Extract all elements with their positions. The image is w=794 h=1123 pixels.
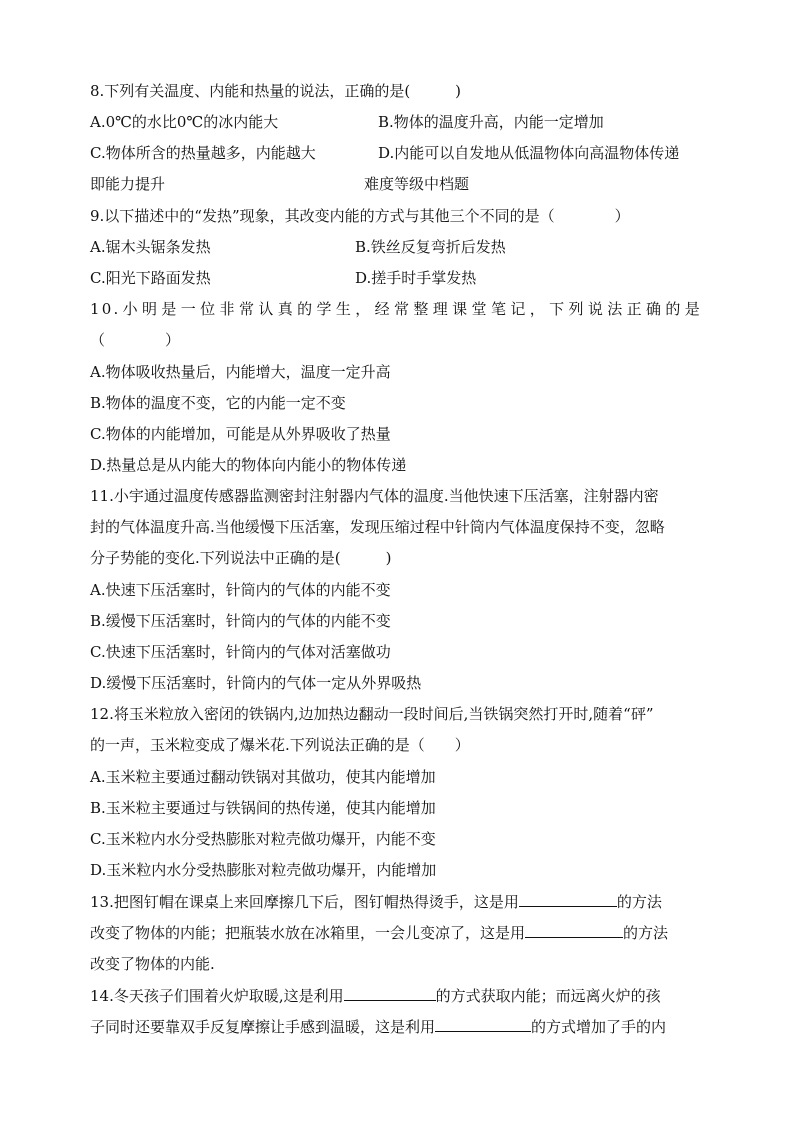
question-12-option-b: B.玉米粒主要通过与铁锅间的热传递，使其内能增加 (90, 799, 436, 817)
question-8-stem: 8.下列有关温度、内能和热量的说法，正确的是( ) (90, 82, 462, 100)
question-9-option-b: B.铁丝反复弯折后发热 (355, 238, 506, 256)
question-8-option-b: B.物体的温度升高，内能一定增加 (378, 113, 604, 131)
fill-in-blank[interactable] (519, 891, 617, 907)
question-11-option-b: B.缓慢下压活塞时，针筒内的气体的内能不变 (90, 612, 391, 630)
question-14-line-1-tail: 的方式获取内能；而远离火炉的孩 (435, 987, 661, 1005)
question-12-option-d: D.玉米粒内水分受热膨胀对粒壳做功爆开，内能增加 (90, 861, 437, 879)
question-11-option-d: D.缓慢下压活塞时，针筒内的气体一定从外界吸热 (90, 674, 422, 692)
question-12-option-c: C.玉米粒内水分受热膨胀对粒壳做功爆开，内能不变 (90, 830, 436, 848)
question-9-stem: 9.以下描述中的“发热”现象，其改变内能的方式与其他三个不同的是（ ） (90, 207, 630, 225)
question-9-option-a: A.锯木头锯条发热 (90, 238, 211, 256)
question-12-stem-line-1: 12.将玉米粒放入密闭的铁锅内,边加热边翻动一段时间后,当铁锅突然打开时,随着“砰” (90, 705, 654, 723)
question-13-line-1 (90, 891, 662, 912)
question-8-option-d: D.内能可以自发地从低温物体向高温物体传递 (378, 144, 680, 162)
fill-in-blank[interactable] (435, 1016, 531, 1032)
question-14-line-1 (90, 985, 661, 1006)
fill-in-blank[interactable] (525, 922, 623, 938)
question-11-option-c: C.快速下压活塞时，针筒内的气体对活塞做功 (90, 643, 391, 661)
question-11-option-a: A.快速下压活塞时，针筒内的气体的内能不变 (90, 581, 391, 599)
question-10-stem: 10.小明是一位非常认真的学生，经常整理课堂笔记，下列说法正确的是 (90, 300, 702, 318)
question-13-line-3: 改变了物体的内能. (90, 955, 215, 973)
question-10-option-b: B.物体的温度不变，它的内能一定不变 (90, 394, 346, 412)
question-10-option-c: C.物体的内能增加，可能是从外界吸收了热量 (90, 425, 391, 443)
question-14-line-2-text: 子同时还要靠双手反复摩擦让手感到温暖，这是利用 (90, 1018, 436, 1036)
question-11-stem-line-1: 11.小宇通过温度传感器监测密封注射器内气体的温度.当他快速下压活塞，注射器内密 (90, 487, 659, 505)
question-13-line-2-text: 改变了物体的内能；把瓶装水放在冰箱里，一会儿变凉了，这是用 (90, 924, 526, 942)
question-10-option-a: A.物体吸收热量后，内能增大，温度一定升高 (90, 363, 391, 381)
question-14-line-1-text: 14.冬天孩子们围着火炉取暖,这是利用 (90, 987, 344, 1005)
question-11-stem-line-3: 分子势能的变化.下列说法中正确的是( ) (90, 549, 392, 567)
question-8-note-left: 即能力提升 (90, 175, 166, 193)
question-8-difficulty-note: 难度等级中档题 (364, 175, 470, 193)
question-9-option-d: D.搓手时手掌发热 (355, 269, 477, 287)
question-13-line-2-tail: 的方法 (623, 924, 669, 942)
question-13-line-1-tail: 的方法 (616, 893, 662, 911)
question-10-option-d: D.热量总是从内能大的物体向内能小的物体传递 (90, 456, 407, 474)
question-13-line-1-text: 13.把图钉帽在课桌上来回摩擦几下后，图钉帽热得烫手，这是用 (90, 893, 519, 911)
question-14-line-2 (90, 1016, 666, 1037)
question-14-line-2-tail: 的方式增加了手的内 (531, 1018, 667, 1036)
question-8-option-a: A.0℃的水比0℃的冰内能大 (90, 113, 279, 131)
question-12-stem-line-2: 的一声，玉米粒变成了爆米花.下列说法正确的是（ ） (90, 736, 470, 754)
question-10-answer-bracket: （ ） (90, 331, 181, 349)
fill-in-blank[interactable] (344, 985, 436, 1001)
question-9-option-c: C.阳光下路面发热 (90, 269, 211, 287)
question-8-option-c: C.物体所含的热量越多，内能越大 (90, 144, 316, 162)
question-12-option-a: A.玉米粒主要通过翻动铁锅对其做功，使其内能增加 (90, 768, 436, 786)
question-11-stem-line-2: 封的气体温度升高.当他缓慢下压活塞，发现压缩过程中针筒内气体温度保持不变，忽略 (90, 518, 665, 536)
question-13-line-2 (90, 922, 668, 943)
